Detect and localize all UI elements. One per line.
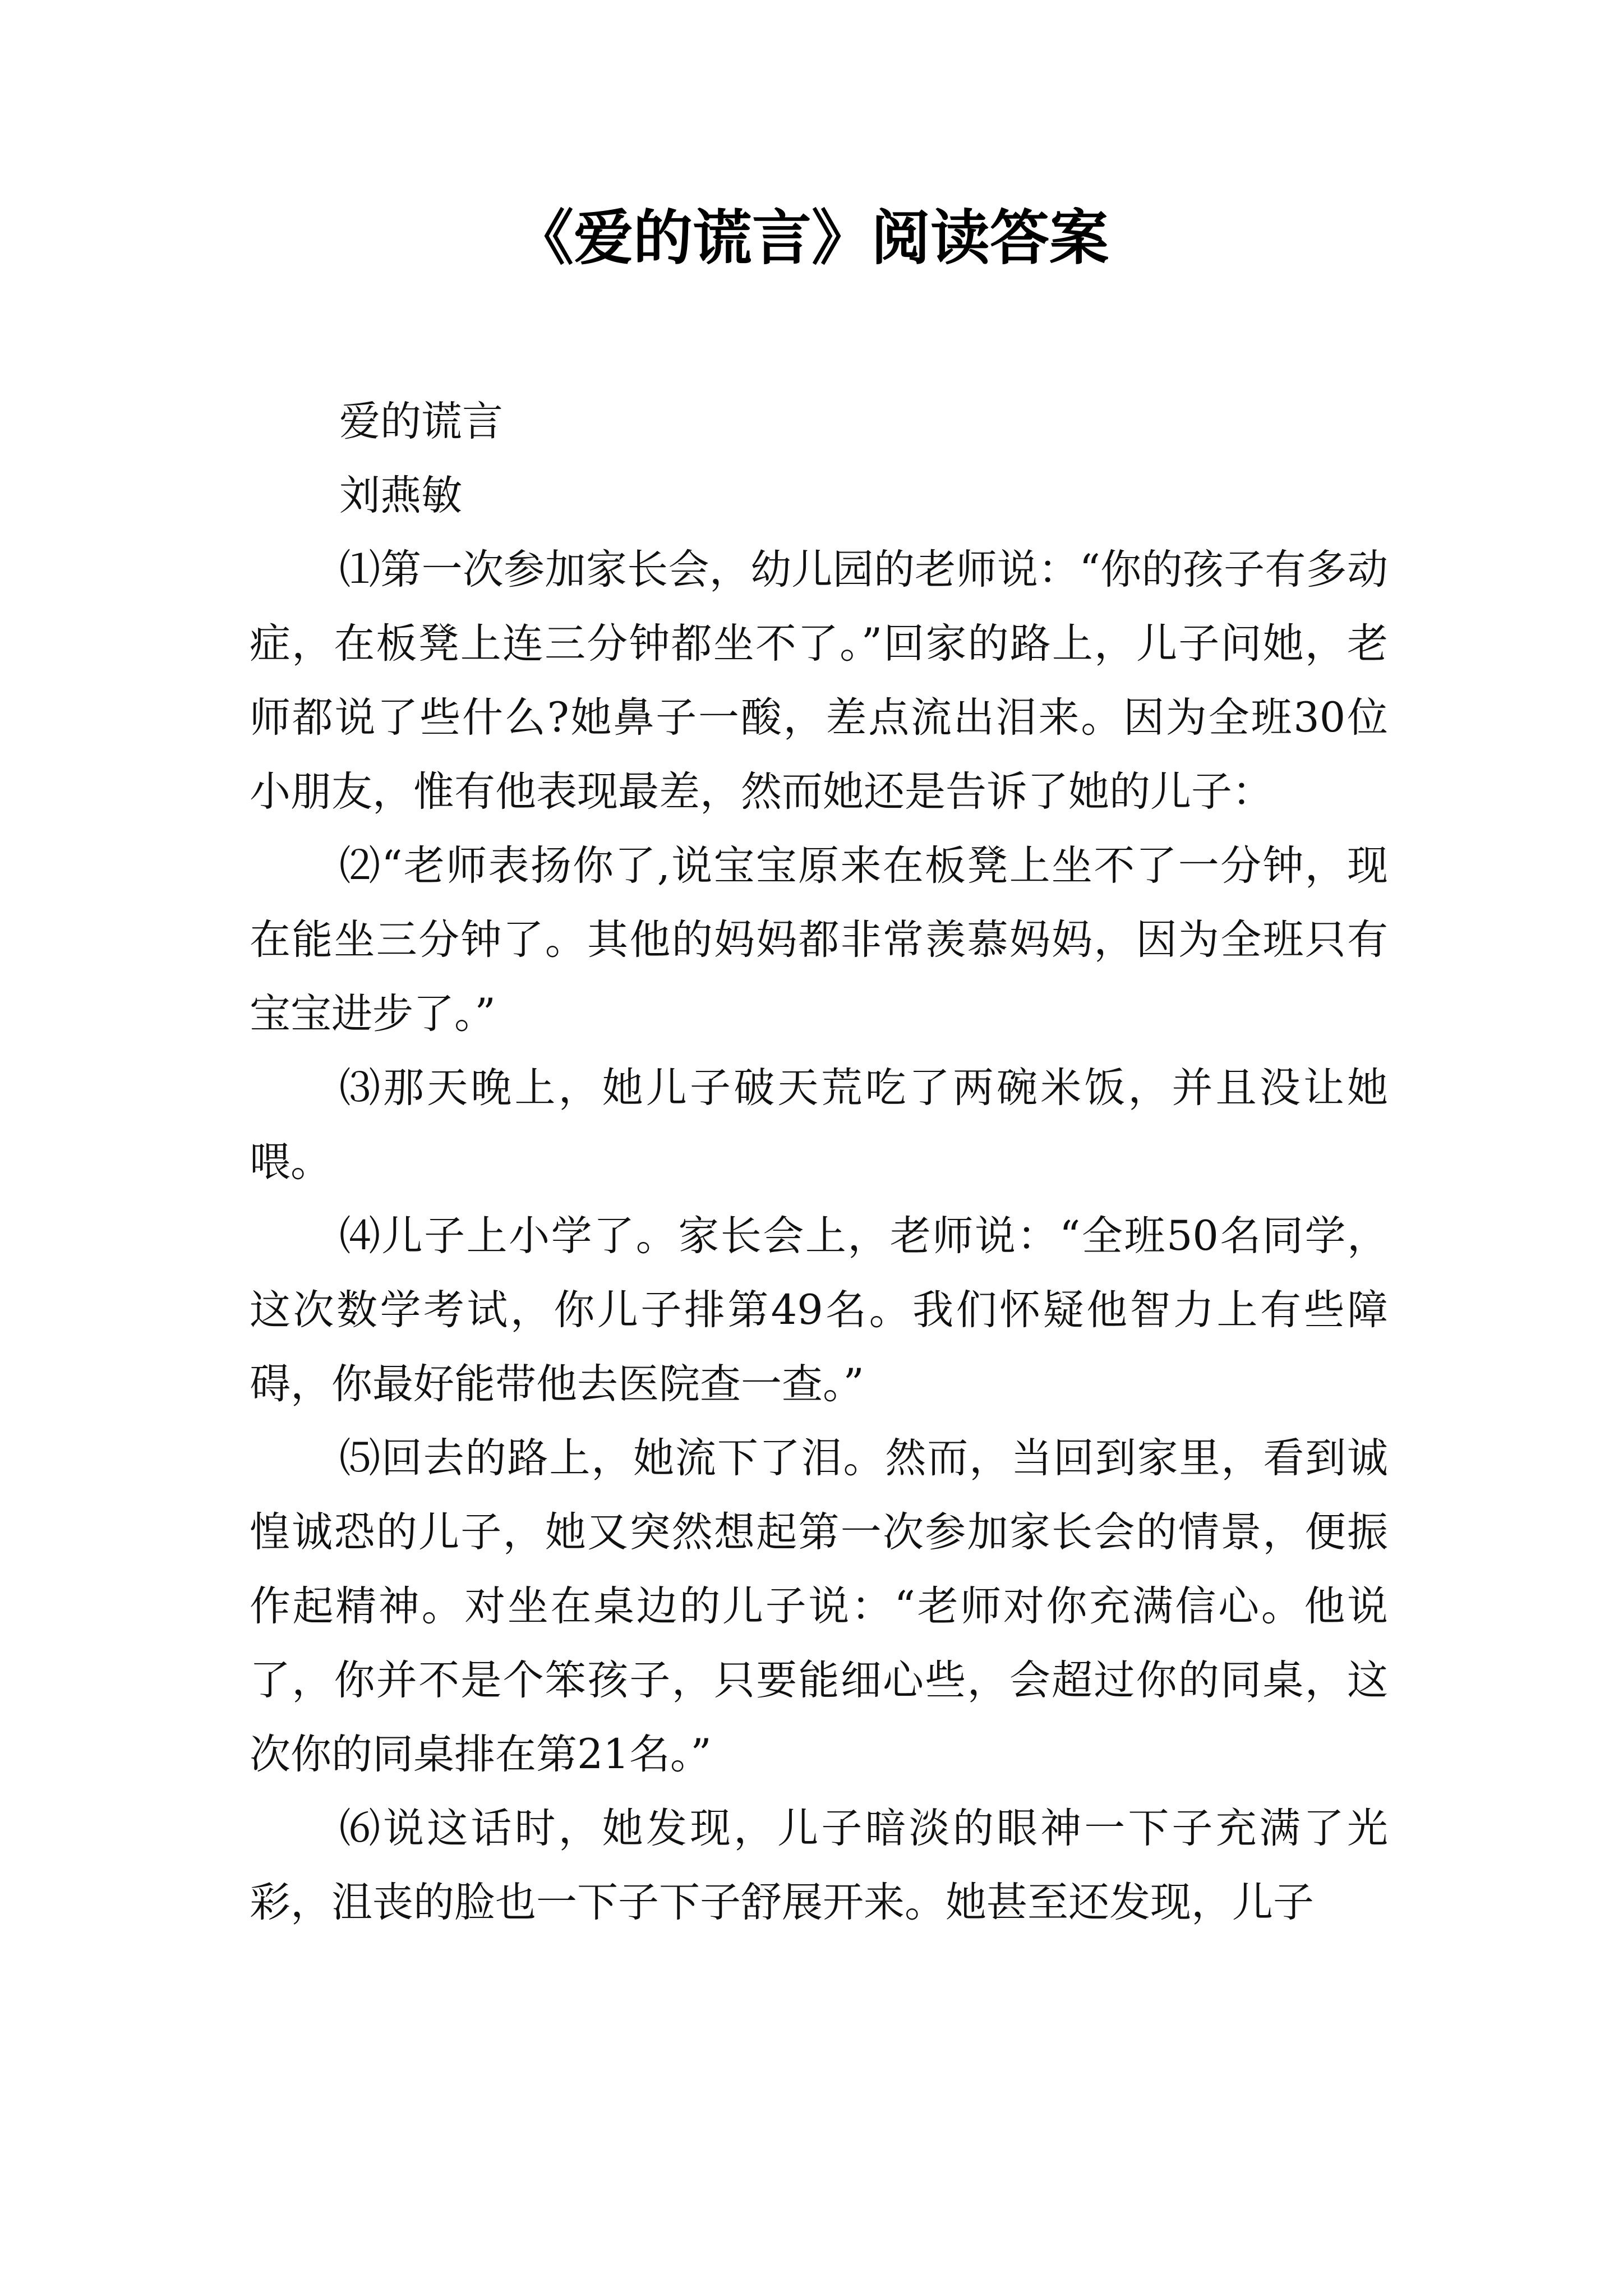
paragraph-4: ⑷儿子上小学了。家长会上，老师说：“全班50名同学，这次数学考试，你儿子排第49名。我们怀疑他智力上有些障碍，你最好能带他去医院查一查。” [250, 1212, 1388, 1408]
article-author: 刘燕敏 [339, 472, 462, 519]
article-body [250, 385, 1388, 1940]
paragraph-3: ⑶那天晚上，她儿子破天荒吃了两碗米饭，并且没让她喂。 [250, 1064, 1388, 1186]
paragraph-5: ⑸回去的路上，她流下了泪。然而，当回到家里，看到诚惶诚恐的儿子，她又突然想起第一次参加家长会的情景，便振作起精神。对坐在桌边的儿子说：“老师对你充满信心。他说了，你并不是个笨孩子，只要能细心些，会超过你的同桌，这次你的同桌排在第21名。” [250, 1434, 1388, 1778]
article-title: 爱的谎言 [339, 398, 503, 445]
paragraph-2: ⑵“老师表扬你了,说宝宝原来在板凳上坐不了一分钟，现在能坐三分钟了。其他的妈妈都非常羡慕妈妈，因为全班只有宝宝进步了。” [250, 842, 1388, 1038]
paragraph-1: ⑴第一次参加家长会，幼儿园的老师说：“你的孩子有多动症，在板凳上连三分钟都坐不了。”回家的路上，儿子问她，老师都说了些什么?她鼻子一酸，差点流出泪来。因为全班30位小朋友，惟有他表现最差，然而她还是告诉了她的儿子： [250, 546, 1388, 816]
paragraph-6: ⑹说这话时，她发现，儿子暗淡的眼神一下子充满了光彩，沮丧的脸也一下子下子舒展开来。她甚至还发现，儿子 [250, 1805, 1388, 1926]
document-title: 《爱的谎言》阅读答案 [514, 204, 1109, 273]
